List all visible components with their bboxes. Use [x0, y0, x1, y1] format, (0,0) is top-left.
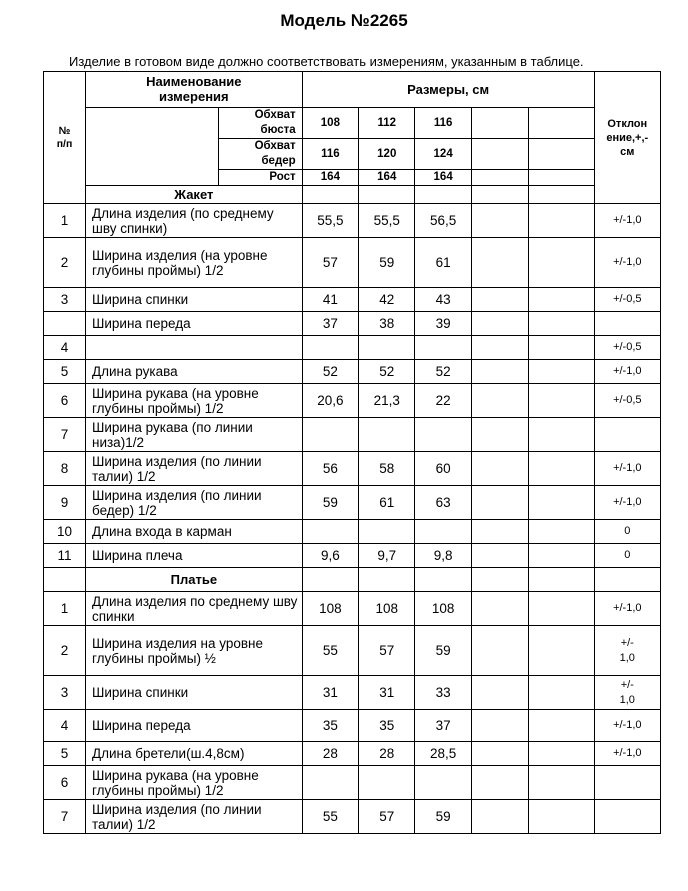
row-value: 35 [359, 710, 415, 742]
measurements-table [43, 71, 661, 834]
row-num: 3 [44, 288, 86, 312]
size-row-label: Обхват бедер [218, 139, 302, 170]
table-row [44, 800, 661, 834]
size-empty [359, 568, 415, 592]
row-value: 39 [415, 312, 471, 336]
row-name: Ширина изделия (на уровне глубины проймы) 1/2 [86, 238, 303, 288]
row-value: 59 [359, 238, 415, 288]
row-name: Длина изделия (по среднему шву спинки) [86, 204, 303, 238]
row-name: Ширина спинки [86, 676, 303, 710]
table-row [44, 544, 661, 568]
row-empty [529, 204, 594, 238]
row-value [302, 418, 358, 452]
row-num: 8 [44, 452, 86, 486]
row-value: 22 [415, 384, 471, 418]
header-sizes: Размеры, см [302, 72, 594, 108]
row-empty [471, 544, 528, 568]
table-row [44, 710, 661, 742]
row-value: 55 [302, 800, 358, 834]
row-num: 2 [44, 626, 86, 676]
row-value: 31 [302, 676, 358, 710]
table-row [44, 204, 661, 238]
row-value: 37 [302, 312, 358, 336]
row-empty [471, 312, 528, 336]
row-value: 35 [302, 710, 358, 742]
size-value: 116 [302, 139, 358, 170]
section-num-empty [44, 568, 86, 592]
row-value: 61 [415, 238, 471, 288]
row-tolerance: 0 [594, 520, 660, 544]
row-empty [529, 800, 594, 834]
row-value: 31 [359, 676, 415, 710]
table-row [44, 452, 661, 486]
row-empty [529, 312, 594, 336]
row-tolerance: +/-0,5 [594, 336, 660, 360]
row-name: Ширина переда [86, 710, 303, 742]
row-tolerance: +/-1,0 [594, 486, 660, 520]
row-empty [471, 452, 528, 486]
row-tolerance: +/-1,0 [594, 710, 660, 742]
row-num: 11 [44, 544, 86, 568]
row-empty [529, 418, 594, 452]
size-row [44, 108, 661, 139]
row-empty [529, 360, 594, 384]
section-title-row [44, 568, 661, 592]
row-num: 9 [44, 486, 86, 520]
row-tolerance [594, 766, 660, 800]
page-title: Модель №2265 [280, 11, 408, 30]
row-num: 6 [44, 766, 86, 800]
row-value: 56,5 [415, 204, 471, 238]
size-empty [529, 568, 594, 592]
row-empty [471, 626, 528, 676]
size-value: 124 [415, 139, 471, 170]
row-name: Ширина рукава (по линии низа)1/2 [86, 418, 303, 452]
row-empty [529, 520, 594, 544]
table-row [44, 742, 661, 766]
size-row-label: Рост [218, 170, 302, 186]
size-empty [471, 170, 528, 186]
row-num: 3 [44, 676, 86, 710]
row-empty [471, 520, 528, 544]
row-num: 4 [44, 710, 86, 742]
row-empty [529, 238, 594, 288]
row-num: 7 [44, 800, 86, 834]
row-value [302, 336, 358, 360]
row-value [302, 520, 358, 544]
row-empty [529, 710, 594, 742]
row-num [44, 312, 86, 336]
row-empty [471, 418, 528, 452]
row-name: Длина бретели(ш.4,8см) [86, 742, 303, 766]
size-empty [415, 568, 471, 592]
row-value: 59 [415, 626, 471, 676]
row-value: 61 [359, 486, 415, 520]
row-value [359, 336, 415, 360]
row-empty [529, 336, 594, 360]
row-empty [471, 800, 528, 834]
table-row [44, 418, 661, 452]
row-name: Ширина переда [86, 312, 303, 336]
row-value: 108 [359, 592, 415, 626]
row-value [415, 336, 471, 360]
size-empty [471, 568, 528, 592]
row-value: 108 [302, 592, 358, 626]
row-empty [529, 766, 594, 800]
instruction-note: Изделие в готовом виде должно соответствовать измерениям, указанным в таблице. [69, 54, 584, 69]
row-tolerance [594, 418, 660, 452]
size-empty [529, 108, 594, 139]
table-row [44, 336, 661, 360]
row-value: 52 [415, 360, 471, 384]
table-row [44, 288, 661, 312]
size-value: 164 [359, 170, 415, 186]
row-num: 5 [44, 742, 86, 766]
table-row [44, 486, 661, 520]
row-name: Длина входа в карман [86, 520, 303, 544]
size-empty [415, 186, 471, 204]
row-empty [471, 204, 528, 238]
size-empty [302, 568, 358, 592]
section-title: Жакет [86, 186, 303, 204]
row-tolerance: +/-1,0 [594, 238, 660, 288]
row-empty [529, 742, 594, 766]
size-empty [529, 170, 594, 186]
row-value: 56 [302, 452, 358, 486]
table-row [44, 238, 661, 288]
row-empty [529, 626, 594, 676]
row-value: 20,6 [302, 384, 358, 418]
row-value [415, 520, 471, 544]
row-empty [529, 592, 594, 626]
row-num: 1 [44, 592, 86, 626]
table-row [44, 592, 661, 626]
table-row [44, 626, 661, 676]
row-tolerance: +/- 1,0 [594, 626, 660, 676]
row-empty [471, 486, 528, 520]
row-value: 41 [302, 288, 358, 312]
row-empty [529, 384, 594, 418]
header-tolerance: Отклон ение,+,- см [594, 72, 660, 204]
row-value: 57 [359, 800, 415, 834]
row-name: Ширина изделия на уровне глубины проймы) ½ [86, 626, 303, 676]
table-row [44, 360, 661, 384]
row-tolerance [594, 312, 660, 336]
row-name: Ширина изделия (по линии бедер) 1/2 [86, 486, 303, 520]
row-value: 60 [415, 452, 471, 486]
row-tolerance: +/-1,0 [594, 360, 660, 384]
row-value [415, 418, 471, 452]
row-tolerance: +/-0,5 [594, 384, 660, 418]
row-name [86, 336, 303, 360]
row-num: 10 [44, 520, 86, 544]
row-value: 57 [302, 238, 358, 288]
row-value [359, 520, 415, 544]
row-empty [529, 676, 594, 710]
row-value: 9,7 [359, 544, 415, 568]
row-value [359, 766, 415, 800]
header-row [44, 72, 661, 108]
row-value: 57 [359, 626, 415, 676]
row-value: 28 [359, 742, 415, 766]
size-value: 120 [359, 139, 415, 170]
section-title-row [44, 186, 661, 204]
header-num: № п/п [44, 72, 86, 204]
row-tolerance: +/-1,0 [594, 742, 660, 766]
header-name-fill [86, 108, 219, 186]
row-empty [471, 238, 528, 288]
row-empty [471, 766, 528, 800]
row-empty [471, 742, 528, 766]
row-tolerance: +/- 1,0 [594, 676, 660, 710]
row-value: 55,5 [302, 204, 358, 238]
row-value: 9,6 [302, 544, 358, 568]
row-value: 55 [302, 626, 358, 676]
size-empty [471, 139, 528, 170]
size-value: 164 [415, 170, 471, 186]
size-empty [471, 186, 528, 204]
row-empty [529, 288, 594, 312]
row-value [302, 766, 358, 800]
size-row-label: Обхват бюста [218, 108, 302, 139]
row-num: 7 [44, 418, 86, 452]
row-empty [471, 360, 528, 384]
size-empty [529, 139, 594, 170]
size-value: 116 [415, 108, 471, 139]
row-empty [471, 710, 528, 742]
row-name: Ширина спинки [86, 288, 303, 312]
size-empty [529, 186, 594, 204]
row-value: 59 [415, 800, 471, 834]
row-name: Ширина плеча [86, 544, 303, 568]
row-tolerance: +/-1,0 [594, 592, 660, 626]
size-value: 164 [302, 170, 358, 186]
row-value: 52 [302, 360, 358, 384]
row-value: 58 [359, 452, 415, 486]
row-value: 38 [359, 312, 415, 336]
table-row [44, 766, 661, 800]
size-value: 108 [302, 108, 358, 139]
row-empty [529, 452, 594, 486]
row-num: 5 [44, 360, 86, 384]
row-empty [529, 544, 594, 568]
size-value: 112 [359, 108, 415, 139]
row-value [359, 418, 415, 452]
row-value: 28,5 [415, 742, 471, 766]
row-name: Ширина изделия (по линии талии) 1/2 [86, 452, 303, 486]
row-value: 55,5 [359, 204, 415, 238]
row-value: 52 [359, 360, 415, 384]
row-tolerance: +/-0,5 [594, 288, 660, 312]
row-value: 63 [415, 486, 471, 520]
row-empty [529, 486, 594, 520]
row-value: 33 [415, 676, 471, 710]
row-empty [471, 288, 528, 312]
row-value: 9,8 [415, 544, 471, 568]
row-empty [471, 676, 528, 710]
row-value: 42 [359, 288, 415, 312]
row-name: Длина изделия по среднему шву спинки [86, 592, 303, 626]
row-empty [471, 336, 528, 360]
section-title: Платье [86, 568, 303, 592]
row-value [415, 766, 471, 800]
row-tolerance: +/-1,0 [594, 204, 660, 238]
row-name: Ширина рукава (на уровне глубины проймы) 1/2 [86, 384, 303, 418]
row-num: 6 [44, 384, 86, 418]
row-num: 2 [44, 238, 86, 288]
row-empty [471, 384, 528, 418]
row-name: Ширина рукава (на уровне глубины проймы) 1/2 [86, 766, 303, 800]
row-value: 108 [415, 592, 471, 626]
size-empty [359, 186, 415, 204]
row-name: Длина рукава [86, 360, 303, 384]
table-row [44, 312, 661, 336]
tol-empty [594, 568, 660, 592]
row-name: Ширина изделия (по линии талии) 1/2 [86, 800, 303, 834]
row-value: 21,3 [359, 384, 415, 418]
row-tolerance [594, 800, 660, 834]
row-value: 59 [302, 486, 358, 520]
table-row [44, 384, 661, 418]
row-value: 43 [415, 288, 471, 312]
header-name: Наименование измерения [86, 72, 303, 108]
row-empty [471, 592, 528, 626]
row-tolerance: 0 [594, 544, 660, 568]
size-empty [302, 186, 358, 204]
row-tolerance: +/-1,0 [594, 452, 660, 486]
row-value: 28 [302, 742, 358, 766]
table-row [44, 676, 661, 710]
row-num: 1 [44, 204, 86, 238]
table-row [44, 520, 661, 544]
row-value: 37 [415, 710, 471, 742]
size-empty [471, 108, 528, 139]
row-num: 4 [44, 336, 86, 360]
